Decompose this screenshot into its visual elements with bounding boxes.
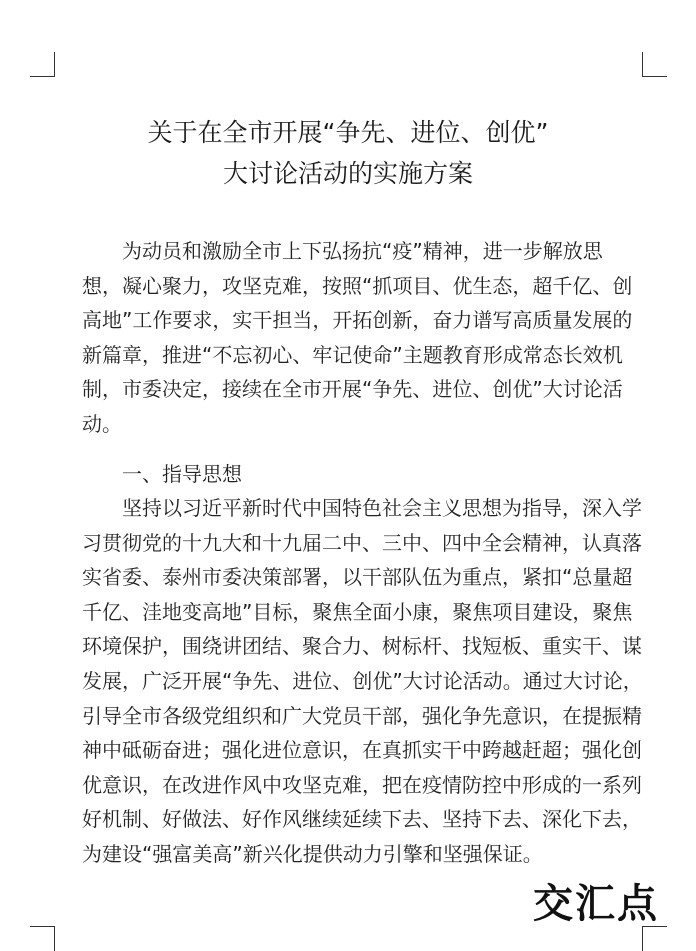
paragraph-line: 好机制、好做法、好作风继续延续下去、坚持下去、深化下去， xyxy=(82,807,642,832)
paragraph-line: 发展，广泛开展“争先、进位、创优”大讨论活动。通过大讨论， xyxy=(82,668,643,693)
section-heading-guiding-ideology xyxy=(82,457,642,492)
paragraph-line: 坚持以习近平新时代中国特色社会主义思想为指导，深入学 xyxy=(82,496,642,520)
paragraph-line: 为建设“强富美高”新兴化提供动力引擎和坚强保证。 xyxy=(82,841,543,866)
paragraph-line: 动。 xyxy=(82,411,122,436)
paragraph-line: 神中砥砺奋进；强化进位意识，在真抓实干中跨越赶超；强化创 xyxy=(82,738,642,763)
paragraph-line: 习贯彻党的十九大和十九届二中、三中、四中全会精神，认真落 xyxy=(82,530,642,555)
paragraph-line: 环境保护，围绕讲团结、聚合力、树标杆、找短板、重实干、谋 xyxy=(82,634,642,659)
document-title-line-1: 关于在全市开展“争先、进位、创优” xyxy=(147,118,549,147)
paragraph-line: 优意识，在改进作风中攻坚克难，把在疫情防控中形成的一系列 xyxy=(82,772,642,797)
paragraph-line: 实省委、泰州市委决策部署，以干部队伍为重点，紧扣“总量超 xyxy=(82,565,633,590)
paragraph-line: 千亿、洼地变高地”目标，聚焦全面小康，聚焦项目建设，聚焦 xyxy=(82,599,633,624)
document-title-line-2: 大讨论活动的实施方案 xyxy=(222,159,473,188)
paragraph-line: 引导全市各级党组织和广大党员干部，强化争先意识，在提振精 xyxy=(82,703,642,728)
paragraph-line: 想，凝心聚力，攻坚克难，按照“抓项目、优生态，超千亿、创 xyxy=(82,273,633,298)
paragraph-line: 新篇章，推进“不忘初心、牢记使命”主题教育形成常态长效机 xyxy=(82,342,623,367)
crop-mark-top-right xyxy=(642,52,667,77)
paragraph-guiding-ideology xyxy=(82,491,642,872)
paragraph-line: 高地”工作要求，实干担当，开拓创新，奋力谱写高质量发展的 xyxy=(82,308,633,333)
watermark-text: 交汇点 xyxy=(533,880,659,927)
watermark-logo xyxy=(533,878,683,930)
section-heading-text: 一、指导思想 xyxy=(82,462,242,486)
crop-mark-top-left xyxy=(30,52,55,77)
crop-mark-bottom-left xyxy=(30,926,55,951)
paragraph-line: 制，市委决定，接续在全市开展“争先、进位、创优”大讨论活 xyxy=(82,377,623,402)
paragraph-intro xyxy=(82,234,642,442)
paragraph-line: 为动员和激励全市上下弘扬抗“疫”精神，进一步解放思 xyxy=(82,239,603,263)
